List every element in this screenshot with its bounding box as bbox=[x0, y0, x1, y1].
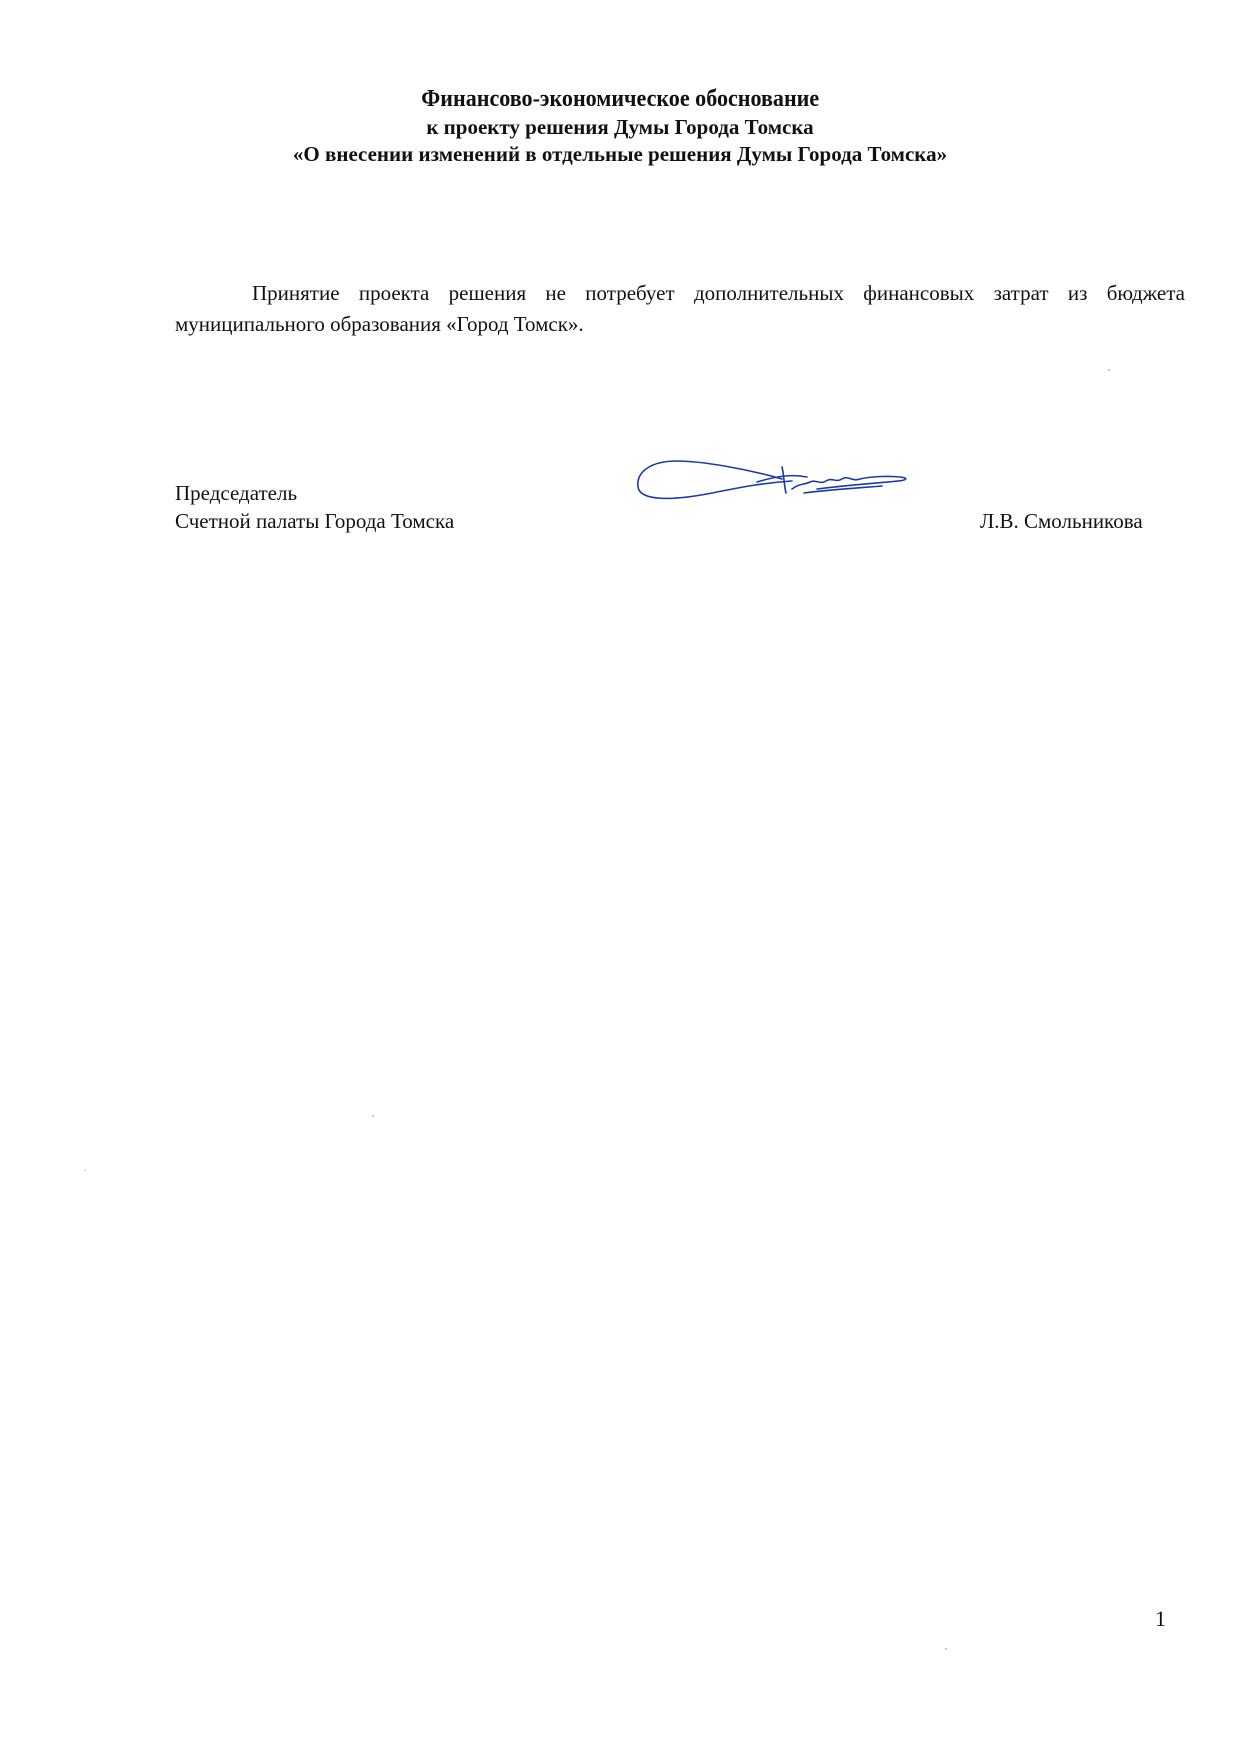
signer-position-line1: Председатель bbox=[175, 481, 298, 505]
title-block bbox=[0, 84, 1240, 168]
document-subtitle-line1: к проекту решения Думы Города Томска bbox=[426, 115, 814, 139]
page-number: 1 bbox=[1155, 1606, 1166, 1631]
scan-speck bbox=[1108, 369, 1110, 371]
signer-position bbox=[175, 479, 454, 535]
handwritten-signature bbox=[632, 449, 932, 509]
scan-speck bbox=[372, 1115, 374, 1117]
document-title: Финансово-экономическое обоснование bbox=[421, 86, 819, 112]
scan-speck bbox=[945, 1648, 947, 1650]
body-paragraph: Принятие проекта решения не потребует дополнительных финансовых затрат из бюджета муниципального образования «Город Томск». bbox=[175, 281, 1185, 336]
signer-position-line2: Счетной палаты Города Томска bbox=[175, 509, 455, 533]
body-paragraph-container bbox=[175, 278, 1185, 340]
document-subtitle-line2: «О внесении изменений в отдельные решения Думы Города Томска» bbox=[292, 142, 948, 166]
scan-speck bbox=[84, 1170, 86, 1171]
signer-name: Л.В. Смольникова bbox=[980, 509, 1143, 533]
